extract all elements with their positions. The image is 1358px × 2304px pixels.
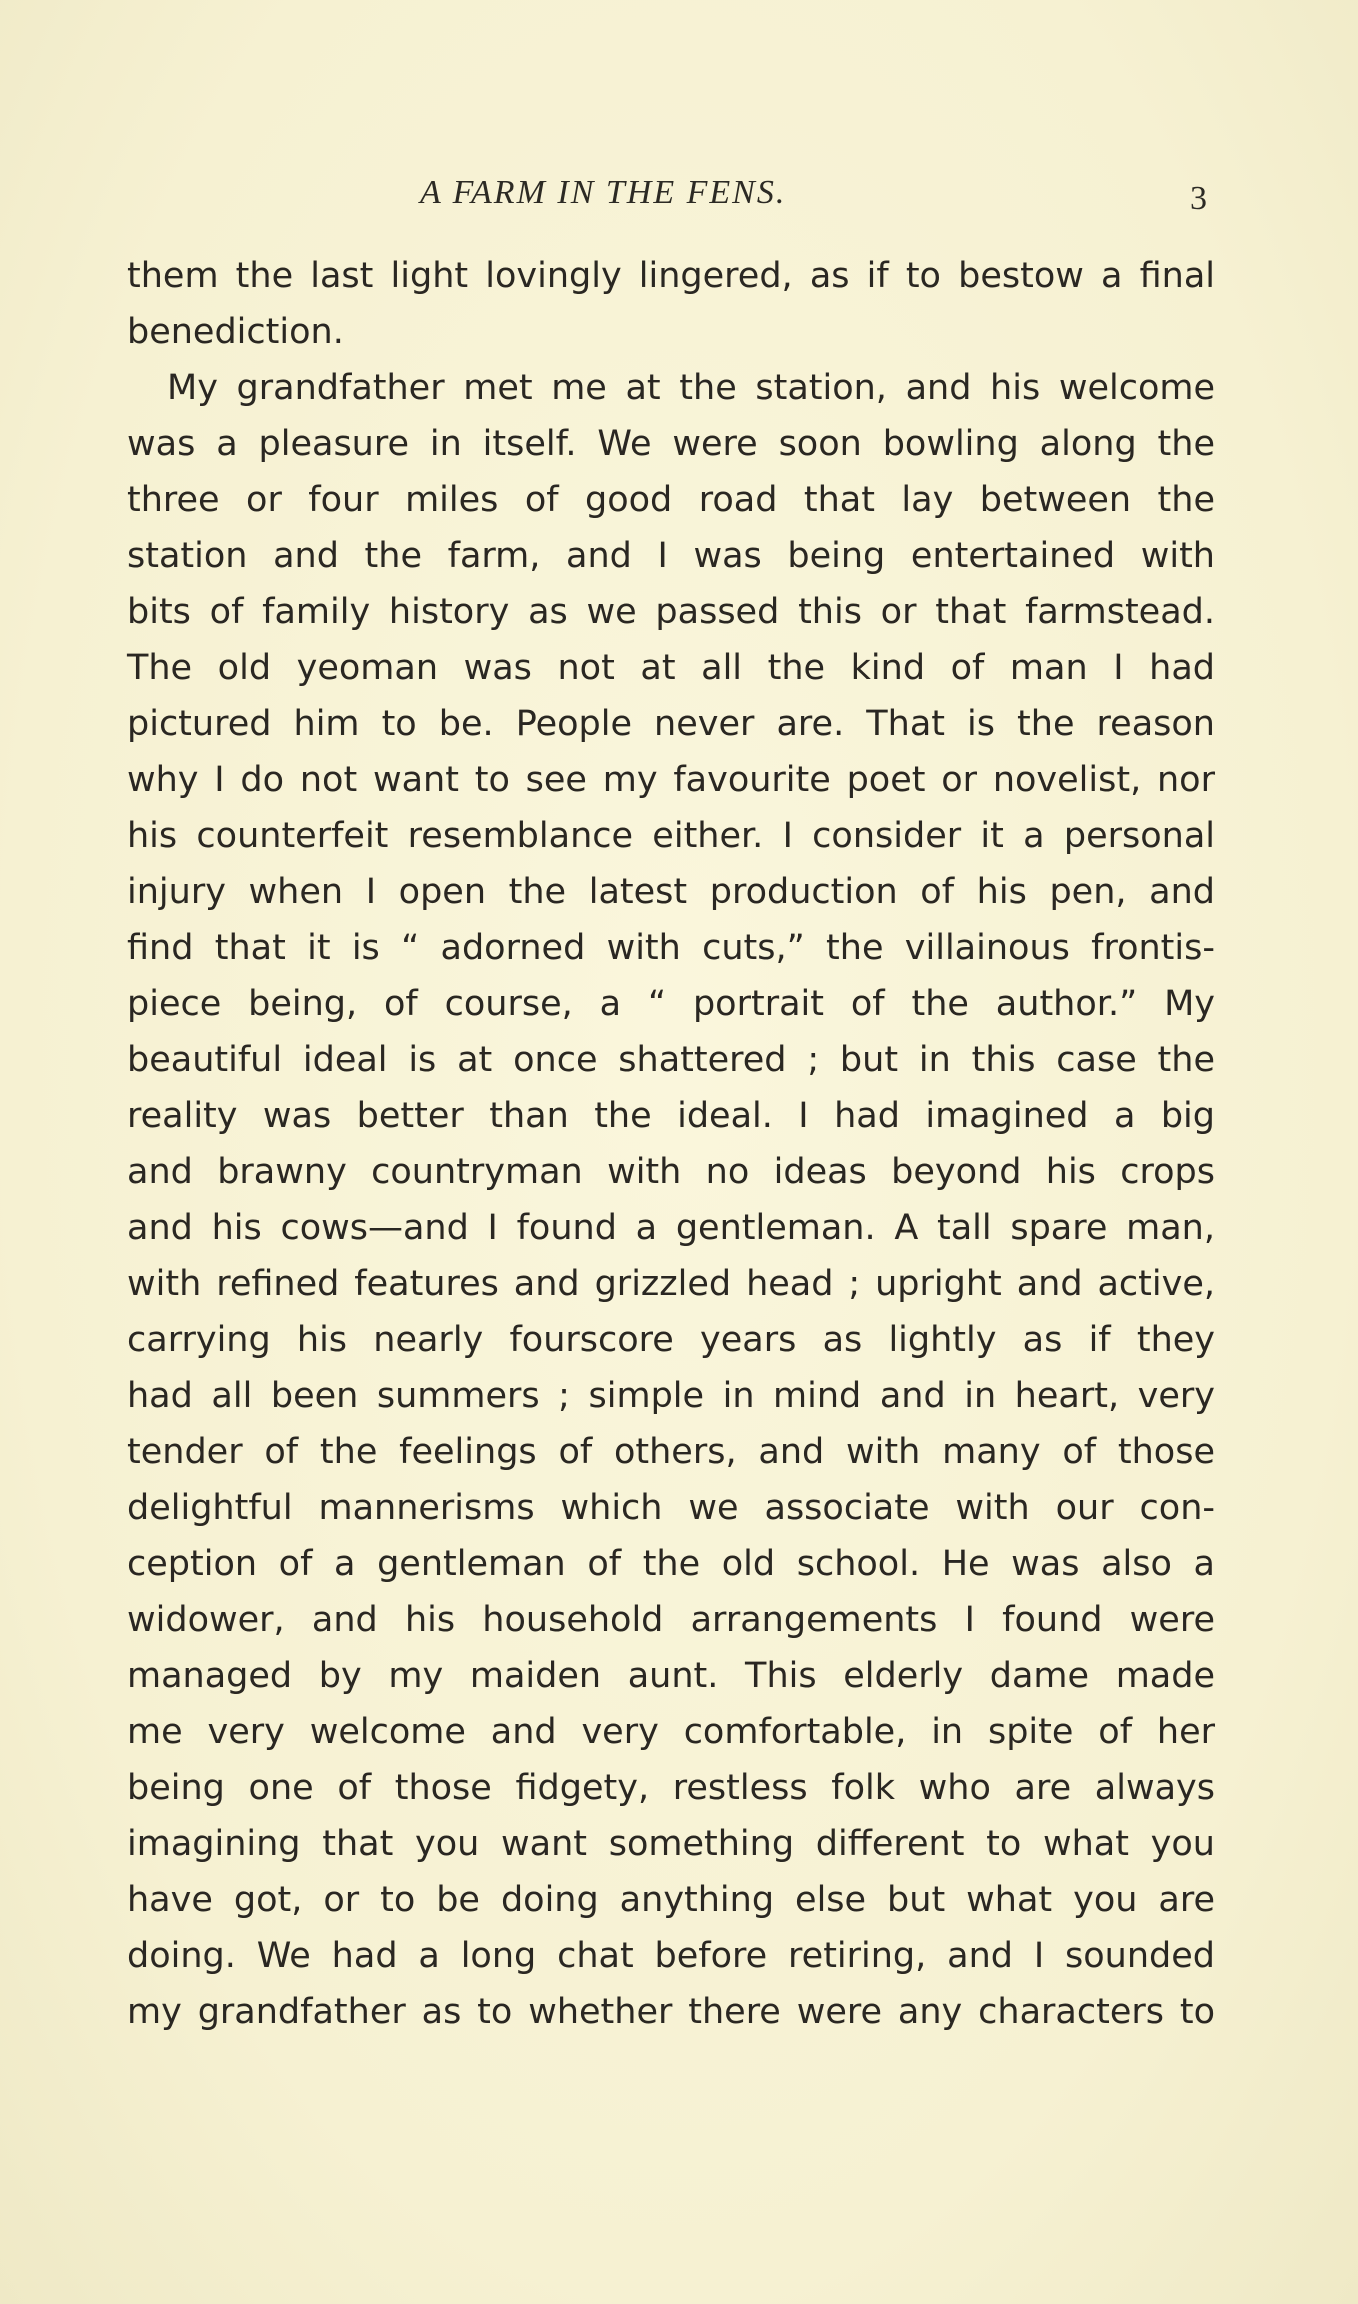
text-line: had all been summers ; simple in mind and in heart, very xyxy=(127,1376,1215,1416)
text-line: station and the farm, and I was being entertained with xyxy=(127,536,1215,576)
text-line: ception of a gentleman of the old school. He was also a xyxy=(127,1544,1215,1584)
text-line: widower, and his household arrangements I found were xyxy=(127,1600,1215,1640)
text-line: me very welcome and very comfortable, in spite of her xyxy=(127,1712,1215,1752)
text-line: reality was better than the ideal. I had imagined a big xyxy=(127,1096,1215,1136)
text-line: my grandfather as to whether there were any characters to xyxy=(127,1992,1215,2032)
text-line: and his cows—and I found a gentleman. A tall spare man, xyxy=(127,1208,1215,1248)
text-line: piece being, of course, a “ portrait of the author.” My xyxy=(127,984,1215,1024)
page-number: 3 xyxy=(1190,180,1207,217)
text-line: with refined features and grizzled head ; upright and active, xyxy=(127,1264,1215,1304)
text-line: why I do not want to see my favourite poet or novelist, nor xyxy=(127,760,1215,800)
running-title: A FARM IN THE FENS. xyxy=(420,174,787,211)
running-header xyxy=(0,170,1358,230)
text-line: being one of those fidgety, restless folk who are always xyxy=(127,1768,1215,1808)
text-line: his counterfeit resemblance either. I consider it a personal xyxy=(127,816,1215,856)
text-line: three or four miles of good road that lay between the xyxy=(127,480,1215,520)
text-line: The old yeoman was not at all the kind of man I had xyxy=(127,648,1215,688)
text-line: imagining that you want something different to what you xyxy=(127,1824,1215,1864)
text-line: managed by my maiden aunt. This elderly dame made xyxy=(127,1656,1215,1696)
text-line: doing. We had a long chat before retiring, and I sounded xyxy=(127,1936,1215,1976)
text-line: injury when I open the latest production of his pen, and xyxy=(127,872,1215,912)
text-line: beautiful ideal is at once shattered ; but in this case the xyxy=(127,1040,1215,1080)
text-line: My grandfather met me at the station, and his welcome xyxy=(167,368,1215,408)
text-line: them the last light lovingly lingered, as if to bestow a final xyxy=(127,256,1215,296)
text-line: find that it is “ adorned with cuts,” the villainous frontis- xyxy=(127,928,1215,968)
text-line: delightful mannerisms which we associate with our con- xyxy=(127,1488,1215,1528)
text-line: pictured him to be. People never are. That is the reason xyxy=(127,704,1215,744)
text-line: carrying his nearly fourscore years as lightly as if they xyxy=(127,1320,1215,1360)
text-line: tender of the feelings of others, and with many of those xyxy=(127,1432,1215,1472)
text-line: was a pleasure in itself. We were soon bowling along the xyxy=(127,424,1215,464)
text-line: and brawny countryman with no ideas beyond his crops xyxy=(127,1152,1215,1192)
body-text xyxy=(127,248,1215,2040)
text-line: have got, or to be doing anything else but what you are xyxy=(127,1880,1215,1920)
text-line: bits of family history as we passed this or that farmstead. xyxy=(127,592,1215,632)
text-line: benediction. xyxy=(127,312,344,352)
